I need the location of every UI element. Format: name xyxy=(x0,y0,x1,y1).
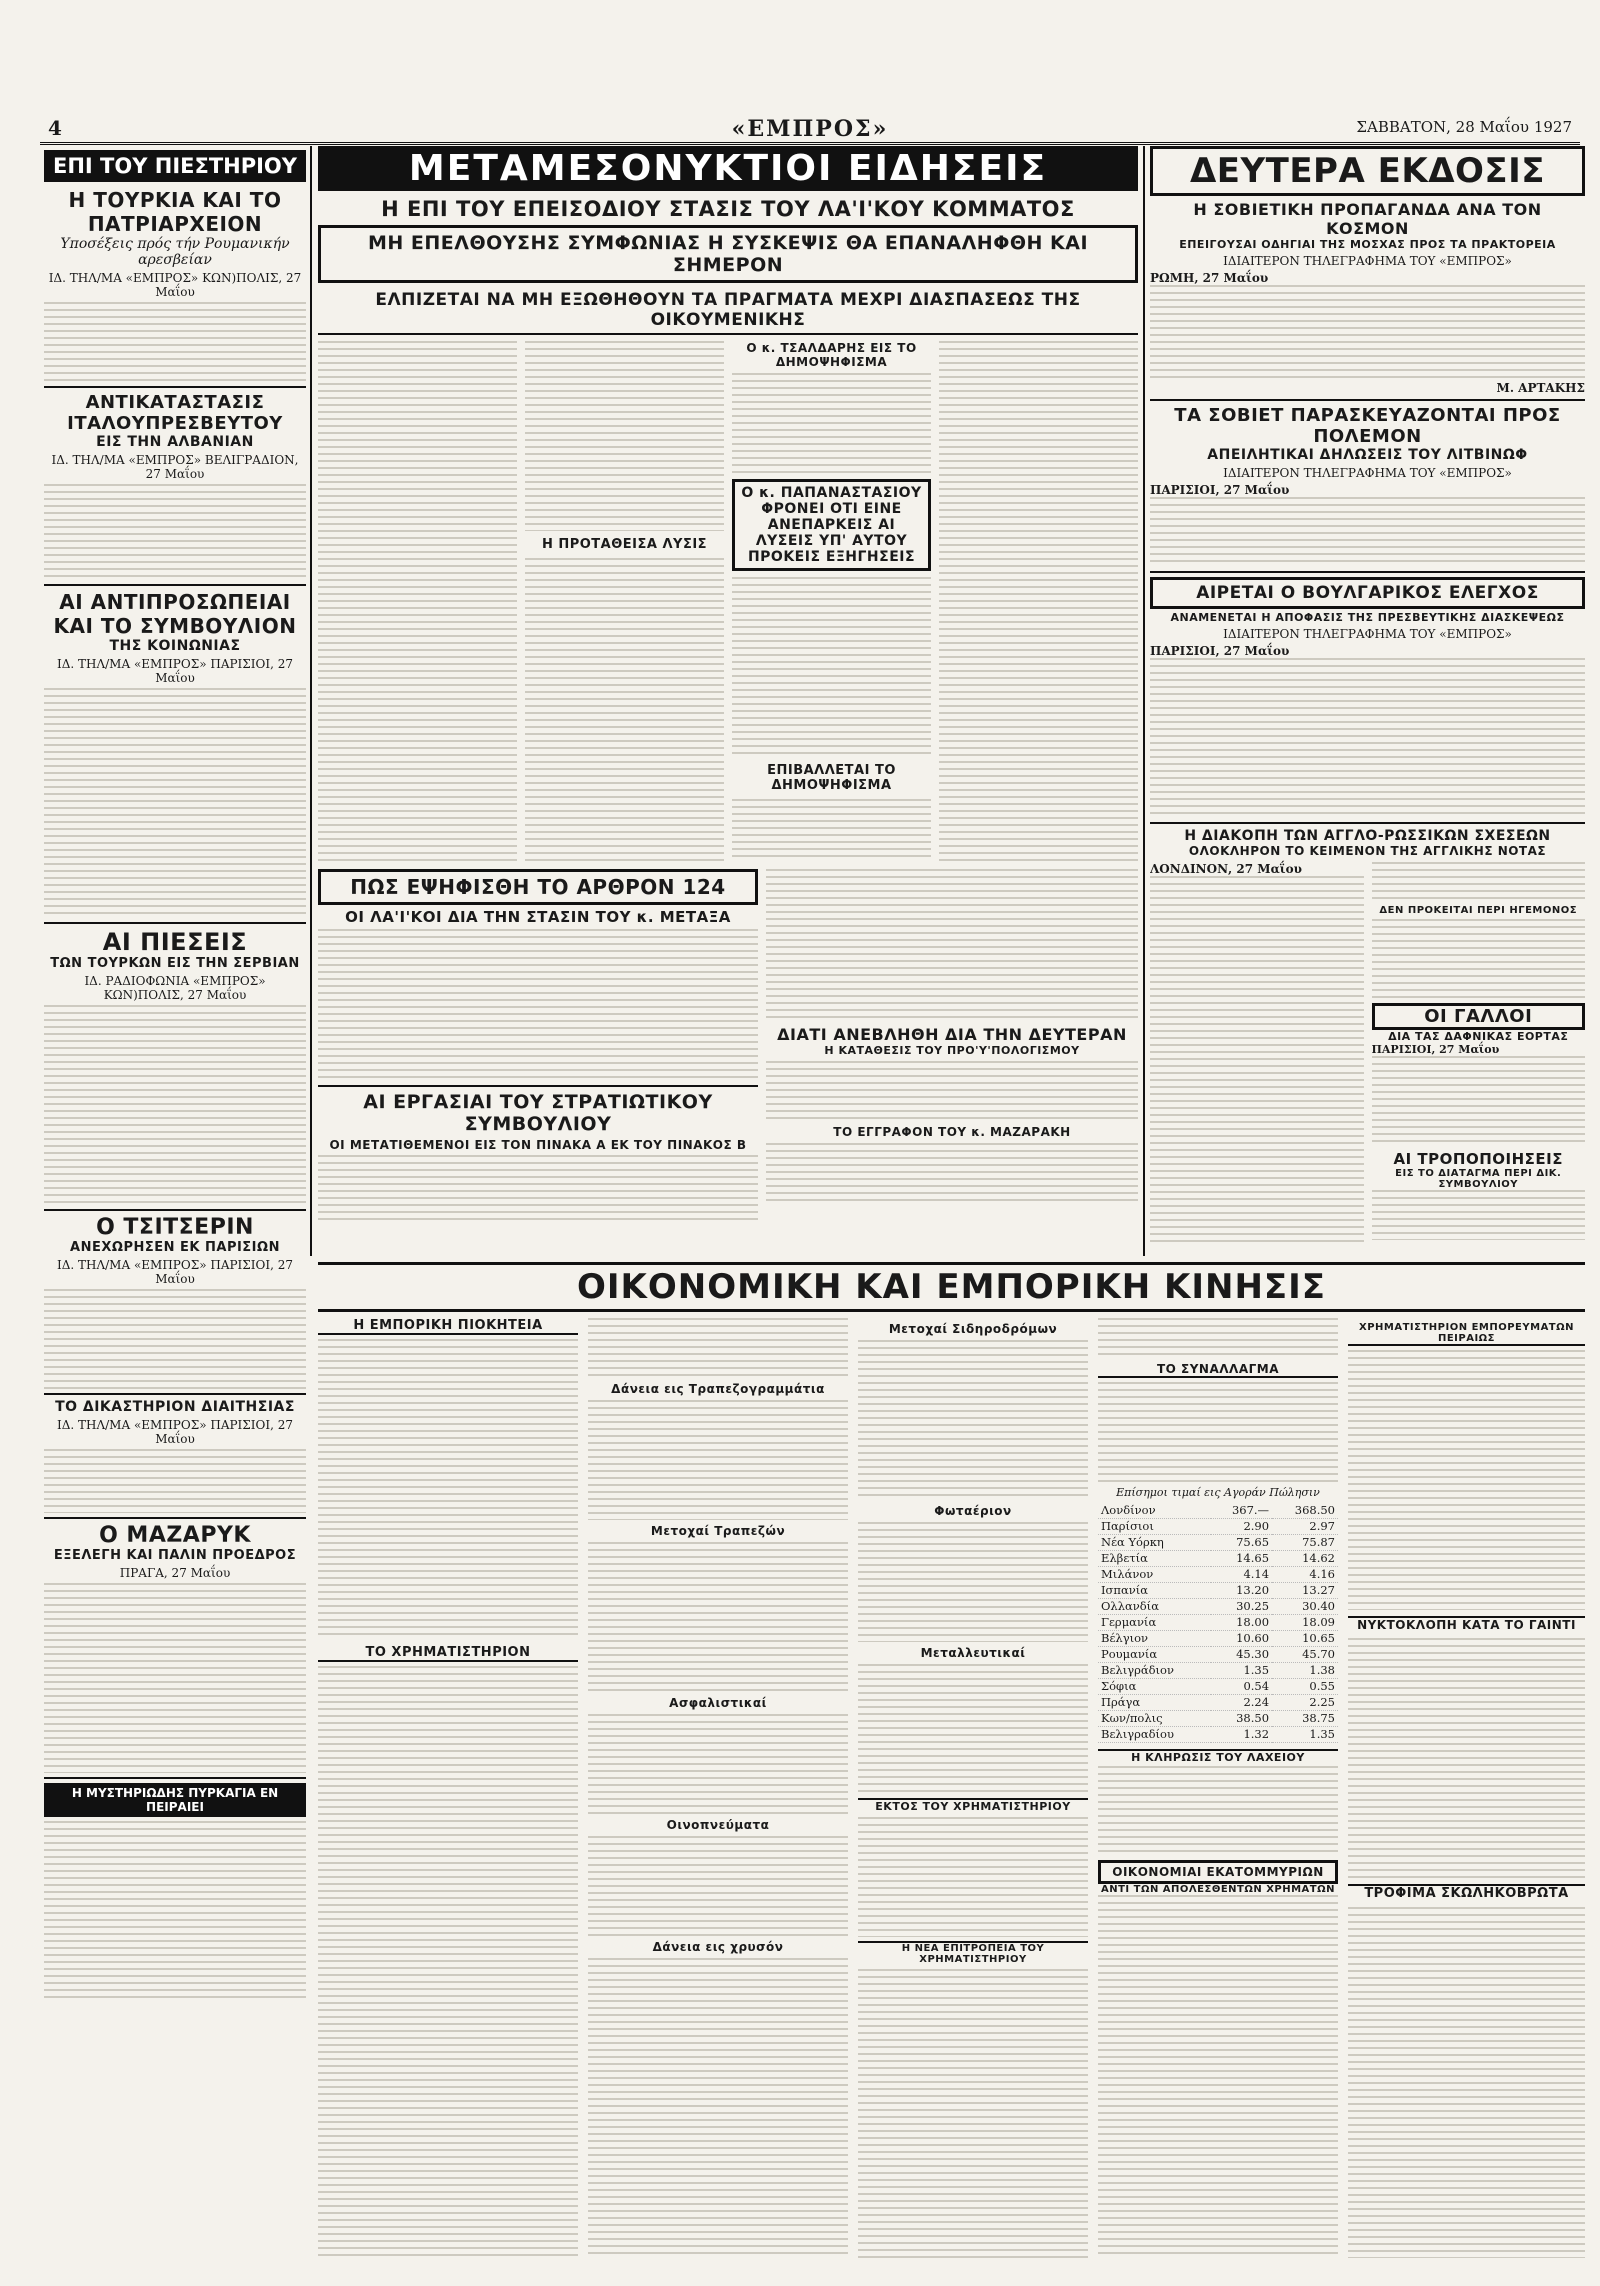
center-column xyxy=(318,146,1138,1256)
table-row xyxy=(1098,1567,1338,1583)
headline: ΠΩΣ ΕΨΗΦΙΣΘΗ ΤΟ ΑΡΘΡΟΝ 124 xyxy=(318,869,758,905)
rate-buy: 18.00 xyxy=(1211,1615,1272,1631)
two-col-text xyxy=(1150,862,1585,1246)
article-text xyxy=(939,341,1138,861)
place-date: ΡΩΜΗ, 27 Μαΐου xyxy=(1150,271,1269,285)
rate-city: Μιλάνον xyxy=(1098,1567,1211,1583)
lower-block xyxy=(318,869,1138,1225)
economy-banner: ΟΙΚΟΝΟΜΙΚΗ ΚΑΙ ΕΜΠΟΡΙΚΗ ΚΙΝΗΣΙΣ xyxy=(318,1262,1585,1312)
article-text xyxy=(858,1522,1088,1642)
rate-buy: 10.60 xyxy=(1211,1631,1272,1647)
rate-buy: 13.20 xyxy=(1211,1583,1272,1599)
article-text xyxy=(1150,285,1585,381)
subheadline: Η ΚΑΤΑΘΕΣΙΣ ΤΟΥ ΠΡΟ'Υ'ΠΟΛΟΓΙΣΜΟΥ xyxy=(824,1044,1080,1057)
author: Μ. ΑΡΤΑΚΗΣ xyxy=(1496,381,1585,395)
rate-sell: 2.25 xyxy=(1272,1695,1338,1711)
rate-sell: 2.97 xyxy=(1272,1519,1338,1535)
subheadline: ΑΝΤΙ ΤΩΝ ΑΠΟΛΕΣΘΕΝΤΩΝ ΧΡΗΜΑΤΩΝ xyxy=(1101,1884,1335,1895)
section-header: ΕΠΙ ΤΟΥ ΠΙΕΣΤΗΡΙΟΥ xyxy=(44,150,306,182)
subheadline: ΤΩΝ ΤΟΥΡΚΩΝ ΕΙΣ ΤΗΝ ΣΕΡΒΙΑΝ xyxy=(50,956,300,971)
subheadline: Η ΝΕΑ ΕΠΙΤΡΟΠΕΙΑ ΤΟΥ ΧΡΗΜΑΤΙΣΤΗΡΙΟΥ xyxy=(858,1941,1088,1965)
headline: ΔΙΑΤΙ ΑΝΕΒΛΗΘΗ ΔΙΑ ΤΗΝ ΔΕΥΤΕΡΑΝ xyxy=(777,1025,1127,1044)
rate-buy: 2.24 xyxy=(1211,1695,1272,1711)
rate-sell: 1.35 xyxy=(1272,1727,1338,1743)
economy-section xyxy=(318,1262,1585,2272)
table-row xyxy=(1098,1535,1338,1551)
subheadline: ΟΙΚΟΝΟΜΙΑΙ ΕΚΑΤΟΜΜΥΡΙΩΝ xyxy=(1098,1860,1338,1884)
table-row xyxy=(1098,1599,1338,1615)
place-date: ΠΑΡΙΣΙΟΙ, 27 Μαΐου xyxy=(1150,483,1290,497)
table-row xyxy=(1098,1695,1338,1711)
article-text xyxy=(318,929,758,1079)
article-text xyxy=(766,1143,1138,1203)
issue-date: ΣΑΒΒΑΤΟΝ, 28 Μαΐου 1927 xyxy=(1356,118,1572,136)
table-row xyxy=(1098,1615,1338,1631)
article-text xyxy=(44,688,306,918)
subheadline: ΟΛΟΚΛΗΡΟΝ ΤΟ ΚΕΙΜΕΝΟΝ ΤΗΣ ΑΓΓΛΙΚΗΣ ΝΟΤΑΣ xyxy=(1188,844,1547,858)
subheadline: Φωταέριον xyxy=(934,1504,1012,1518)
subheadline: Μεταλλευτικαί xyxy=(920,1646,1026,1660)
subheadline: ΕΚΤΟΣ ΤΟΥ ΧΡΗΜΑΤΙΣΤΗΡΙΟΥ xyxy=(858,1798,1088,1813)
divider xyxy=(1150,822,1585,824)
dateline: ΙΔ. ΤΗΛ/ΜΑ «ΕΜΠΡΟΣ» ΚΩΝ)ΠΟΛΙΣ, 27 Μαΐου xyxy=(48,271,302,299)
paper-name: «ΕΜΠΡΟΣ» xyxy=(731,116,889,142)
rate-buy: 75.65 xyxy=(1211,1535,1272,1551)
subheadline: Οινοπνεύματα xyxy=(666,1818,770,1832)
rate-sell: 45.70 xyxy=(1272,1647,1338,1663)
rate-city: Ρουμανία xyxy=(1098,1647,1211,1663)
article-columns xyxy=(318,341,1138,861)
headline: ΑΙ ΑΝΤΙΠΡΟΣΩΠΕΙΑΙ ΚΑΙ ΤΟ ΣΥΜΒΟΥΛΙΟΝ xyxy=(53,590,297,638)
page-number: 4 xyxy=(48,116,62,140)
article-text xyxy=(1098,1895,1338,2258)
main-headline-3: ΕΛΠΙΖΕΤΑΙ ΝΑ ΜΗ ΕΞΩΘΗΘΟΥΝ ΤΑ ΠΡΑΓΜΑΤΑ ΜΕΧΡΙ ΔΙΑΣΠΑΣΕΩΣ ΤΗΣ ΟΙΚΟΥΜΕΝΙΚΗΣ xyxy=(318,287,1138,335)
headline: ΤΟ ΔΙΚΑΣΤΗΡΙΟΝ ΔΙΑΙΤΗΣΙΑΣ xyxy=(55,1399,295,1415)
article-text xyxy=(44,302,306,382)
rate-sell: 4.16 xyxy=(1272,1567,1338,1583)
rate-buy: 4.14 xyxy=(1211,1567,1272,1583)
subheadline: Ασφαλιστικαί xyxy=(669,1696,767,1710)
dateline: ΙΔ. ΤΗΛ/ΜΑ «ΕΜΠΡΟΣ» ΠΑΡΙΣΙΟΙ, 27 Μαΐου xyxy=(56,1418,294,1446)
subheadline: ΤΡΟΦΙΜΑ ΣΚΩΛΗΚΟΒΡΩΤΑ xyxy=(1348,1884,1585,1901)
article-text xyxy=(588,1318,848,1378)
rate-buy: 30.25 xyxy=(1211,1599,1272,1615)
rate-sell: 14.62 xyxy=(1272,1551,1338,1567)
article-text xyxy=(858,1340,1088,1500)
headline: Ο ΤΣΙΤΣΕΡΙΝ xyxy=(96,1215,254,1240)
rate-city: Πράγα xyxy=(1098,1695,1211,1711)
subheadline: ΧΡΗΜΑΤΙΣΤΗΡΙΟΝ ΕΜΠΟΡΕΥΜΑΤΩΝ ΠΕΙΡΑΙΩΣ xyxy=(1348,1322,1585,1346)
headline: Η ΔΙΑΚΟΠΗ ΤΩΝ ΑΓΓΛΟ-ΡΩΣΣΙΚΩΝ ΣΧΕΣΕΩΝ xyxy=(1184,828,1551,844)
article-text xyxy=(588,1400,848,1520)
divider xyxy=(44,1393,306,1395)
article-text xyxy=(44,484,306,580)
rate-city: Βελιγραδίου xyxy=(1098,1727,1211,1743)
table-row xyxy=(1098,1503,1338,1519)
article-text xyxy=(318,341,517,861)
article-text xyxy=(44,1005,306,1205)
dateline: ΙΔ. ΤΗΛ/ΜΑ «ΕΜΠΡΟΣ» ΒΕΛΙΓΡΑΔΙΟΝ, 27 Μαΐου xyxy=(51,453,299,481)
article-text xyxy=(1372,1190,1586,1240)
place-date: ΠΑΡΙΣΙΟΙ, 27 Μαΐου xyxy=(1150,644,1290,658)
rate-buy: 1.32 xyxy=(1211,1727,1272,1743)
article-text xyxy=(588,1714,848,1814)
subheadline: ΑΠΕΙΛΗΤΙΚΑΙ ΔΗΛΩΣΕΙΣ ΤΟΥ ΛΙΤΒΙΝΩΦ xyxy=(1207,447,1528,463)
divider xyxy=(44,1517,306,1519)
article-text xyxy=(732,373,931,473)
table-row xyxy=(1098,1663,1338,1679)
rate-buy: 45.30 xyxy=(1211,1647,1272,1663)
subheadline: Υποσέξεις πρός τήν Ρουμανικήν αρεσβείαν xyxy=(60,236,290,268)
headline: ΑΙ ΤΡΟΠΟΠΟΙΗΣΕΙΣ xyxy=(1393,1150,1563,1168)
article-text xyxy=(588,1958,848,2258)
subheadline: Ο κ. ΠΑΠΑΝΑΣΤΑΣΙΟΥ ΦΡΟΝΕΙ ΟΤΙ ΕΙΝΕ ΑΝΕΠΑΡΚΕΙΣ ΑΙ ΛΥΣΕΙΣ ΥΠ' ΑΥΤΟΥ ΠΡΟΚΕΙΣ ΕΞΗΓΗΣΕΙΣ xyxy=(732,479,931,571)
article-text xyxy=(1098,1766,1338,1856)
divider xyxy=(44,922,306,924)
article-text xyxy=(858,1817,1088,1937)
place-date: ΛΟΝΔΙΝΟΝ, 27 Μαΐου xyxy=(1150,862,1302,876)
rate-sell: 18.09 xyxy=(1272,1615,1338,1631)
headline: ΑΝΤΙΚΑΤΑΣΤΑΣΙΣ ΙΤΑΛΟΥΠΡΕΣΒΕΥΤΟΥ xyxy=(67,392,283,434)
divider xyxy=(1150,399,1585,401)
article-text xyxy=(44,1821,306,2001)
dateline: ΙΔ. ΤΗΛ/ΜΑ «ΕΜΠΡΟΣ» ΠΑΡΙΣΙΟΙ, 27 Μαΐου xyxy=(56,1258,294,1286)
article-text xyxy=(318,1155,758,1225)
left-column xyxy=(44,150,306,2270)
divider xyxy=(44,386,306,388)
article-text xyxy=(44,1583,306,1773)
rate-city: Βελιγράδιον xyxy=(1098,1663,1211,1679)
article-text xyxy=(318,1666,578,2258)
subheadline: ΟΙ ΜΕΤΑΤΙΘΕΜΕΝΟΙ ΕΙΣ ΤΟΝ ΠΙΝΑΚΑ Α ΕΚ ΤΟΥ ΠΙΝΑΚΟΣ Β xyxy=(329,1138,747,1152)
rate-sell: 13.27 xyxy=(1272,1583,1338,1599)
article-text xyxy=(858,1969,1088,2258)
subheadline: ΟΙ ΛΑ'Ι'ΚΟΙ ΔΙΑ ΤΗΝ ΣΤΑΣΙΝ ΤΟΥ κ. ΜΕΤΑΞΑ xyxy=(345,908,731,926)
article-text xyxy=(766,869,1138,1019)
masthead xyxy=(40,116,1580,145)
subheadline: ΕΙΣ ΤΗΝ ΑΛΒΑΝΙΑΝ xyxy=(96,434,254,450)
main-headline: Η ΕΠΙ ΤΟΥ ΕΠΕΙΣΟΔΙΟΥ ΣΤΑΣΙΣ ΤΟΥ ΛΑ'Ι'ΚΟΥ ΚΟΜΜΑΤΟΣ xyxy=(381,197,1075,221)
subheadline: Μετοχαί Τραπεζών xyxy=(650,1524,786,1538)
rate-city: Παρίσιοι xyxy=(1098,1519,1211,1535)
rate-city: Ελβετία xyxy=(1098,1551,1211,1567)
rate-sell: 1.38 xyxy=(1272,1663,1338,1679)
article-text xyxy=(858,1664,1088,1794)
subheadline: Η ΚΛΗΡΩΣΙΣ ΤΟΥ ΛΑΧΕΙΟΥ xyxy=(1098,1749,1338,1764)
article-text xyxy=(588,1836,848,1936)
article-text xyxy=(732,799,931,861)
article-text xyxy=(318,1339,578,1639)
rates-title: Επίσημοι τιμαί εις Αγοράν Πώλησιν xyxy=(1116,1486,1320,1499)
rate-city: Κων/πολις xyxy=(1098,1711,1211,1727)
column-rule xyxy=(1143,146,1145,1256)
article-text xyxy=(1098,1382,1338,1482)
subheadline: Δάνεια εις χρυσόν xyxy=(652,1940,784,1954)
article-text xyxy=(525,558,724,861)
rate-buy: 14.65 xyxy=(1211,1551,1272,1567)
divider xyxy=(44,1777,306,1779)
exchange-rates-table xyxy=(1098,1503,1338,1743)
dateline: ΙΔΙΑΙΤΕΡΟΝ ΤΗΛΕΓΡΑΦΗΜΑ ΤΟΥ «ΕΜΠΡΟΣ» xyxy=(1223,466,1512,480)
subheadline: ΤΟ ΧΡΗΜΑΤΙΣΤΗΡΙΟΝ xyxy=(318,1645,578,1662)
headline: Η ΣΟΒΙΕΤΙΚΗ ΠΡΟΠΑΓΑΝΔΑ ΑΝΑ ΤΟΝ ΚΟΣΜΟΝ xyxy=(1193,200,1542,238)
article-text xyxy=(1372,919,1586,999)
headline: Η ΤΟΥΡΚΙΑ ΚΑΙ ΤΟ ΠΑΤΡΙΑΡΧΕΙΟΝ xyxy=(68,188,282,236)
rate-sell: 368.50 xyxy=(1272,1503,1338,1519)
section-banner: ΜΕΤΑΜΕΣΟΝΥΚΤΙΟΙ ΕΙΔΗΣΕΙΣ xyxy=(318,146,1138,191)
table-row xyxy=(1098,1519,1338,1535)
rate-sell: 75.87 xyxy=(1272,1535,1338,1551)
article-text xyxy=(732,577,931,757)
table-row xyxy=(1098,1551,1338,1567)
table-row xyxy=(1098,1679,1338,1695)
article-text xyxy=(1150,658,1585,818)
article-text xyxy=(766,1061,1138,1121)
dateline: ΙΔΙΑΙΤΕΡΟΝ ΤΗΛΕΓΡΑΦΗΜΑ ΤΟΥ «ΕΜΠΡΟΣ» xyxy=(1223,254,1512,268)
subheadline: Μετοχαί Σιδηροδρόμων xyxy=(888,1322,1058,1336)
article-text xyxy=(1348,1907,1585,2258)
rate-buy: 0.54 xyxy=(1211,1679,1272,1695)
main-headline-2: ΜΗ ΕΠΕΛΘΟΥΣΗΣ ΣΥΜΦΩΝΙΑΣ Η ΣΥΣΚΕΨΙΣ ΘΑ ΕΠΑΝΑΛΗΦΘΗ ΚΑΙ ΣΗΜΕΡΟΝ xyxy=(318,225,1138,283)
headline: Η ΜΥΣΤΗΡΙΩΔΗΣ ΠΥΡΚΑΓΙΑ ΕΝ ΠΕΙΡΑΙΕΙ xyxy=(44,1783,306,1817)
subheadline: Η ΠΡΟΤΑΘΕΙΣΑ ΛΥΣΙΣ xyxy=(541,537,708,552)
rate-city: Ισπανία xyxy=(1098,1583,1211,1599)
section-banner: ΔΕΥΤΕΡΑ ΕΚΔΟΣΙΣ xyxy=(1150,146,1585,196)
right-column xyxy=(1150,146,1585,1256)
rate-city: Βέλγιον xyxy=(1098,1631,1211,1647)
rate-city: Ολλανδία xyxy=(1098,1599,1211,1615)
article-text xyxy=(1372,1056,1586,1146)
rate-sell: 38.75 xyxy=(1272,1711,1338,1727)
article-text xyxy=(44,1449,306,1513)
article-text xyxy=(588,1542,848,1692)
headline: Ο ΜΑΖΑΡΥΚ xyxy=(99,1523,251,1548)
divider xyxy=(44,1209,306,1211)
divider xyxy=(1150,571,1585,573)
table-row xyxy=(1098,1583,1338,1599)
rate-city: Σόφια xyxy=(1098,1679,1211,1695)
place-date: ΠΑΡΙΣΙΟΙ, 27 Μαΐου xyxy=(1371,1043,1500,1056)
subheadline: ΕΠΕΙΓΟΥΣΑΙ ΟΔΗΓΙΑΙ ΤΗΣ ΜΟΣΧΑΣ ΠΡΟΣ ΤΑ ΠΡΑΚΤΟΡΕΙΑ xyxy=(1179,238,1556,251)
subheadline: ΑΝΑΜΕΝΕΤΑΙ Η ΑΠΟΦΑΣΙΣ ΤΗΣ ΠΡΕΣΒΕΥΤΙΚΗΣ ΔΙΑΣΚΕΨΕΩΣ xyxy=(1170,611,1565,624)
subheadline: Δάνεια εις Τραπεζογραμμάτια xyxy=(611,1382,825,1396)
subheadline: ΑΝΕΧΩΡΗΣΕΝ ΕΚ ΠΑΡΙΣΙΩΝ xyxy=(70,1240,280,1255)
rate-sell: 0.55 xyxy=(1272,1679,1338,1695)
rate-city: Γερμανία xyxy=(1098,1615,1211,1631)
column-rule xyxy=(310,146,312,1256)
subheadline: ΤΟ ΕΓΓΡΑΦΟΝ ΤΟΥ κ. ΜΑΖΑΡΑΚΗ xyxy=(833,1125,1071,1139)
headline: ΟΙ ΓΑΛΛΟΙ xyxy=(1372,1003,1586,1030)
dateline: ΙΔΙΑΙΤΕΡΟΝ ΤΗΛΕΓΡΑΦΗΜΑ ΤΟΥ «ΕΜΠΡΟΣ» xyxy=(1223,627,1512,641)
rate-city: Νέα Υόρκη xyxy=(1098,1535,1211,1551)
subheadline: ΤΟ ΣΥΝΑΛΛΑΓΜΑ xyxy=(1098,1362,1338,1378)
table-row xyxy=(1098,1631,1338,1647)
table-row xyxy=(1098,1711,1338,1727)
subheadline: ΕΙΣ ΤΟ ΔΙΑΤΑΓΜΑ ΠΕΡΙ ΔΙΚ. ΣΥΜΒΟΥΛΙΟΥ xyxy=(1395,1168,1562,1190)
article-text xyxy=(525,341,724,531)
rate-sell: 10.65 xyxy=(1272,1631,1338,1647)
article-text xyxy=(44,1289,306,1389)
article-text xyxy=(1372,862,1586,902)
article-text xyxy=(1150,497,1585,567)
subheadline: Η ΕΜΠΟΡΙΚΗ ΠΙΟΚΗΤΕΙΑ xyxy=(318,1318,578,1335)
article-text xyxy=(1098,1318,1338,1358)
dateline: ΙΔ. ΡΑΔΙΟΦΩΝΙΑ «ΕΜΠΡΟΣ» ΚΩΝ)ΠΟΛΙΣ, 27 Μαΐου xyxy=(84,974,266,1002)
table-row xyxy=(1098,1727,1338,1743)
table-row xyxy=(1098,1647,1338,1663)
rate-buy: 1.35 xyxy=(1211,1663,1272,1679)
subheadline: ΔΕΝ ΠΡΟΚΕΙΤΑΙ ΠΕΡΙ ΗΓΕΜΟΝΟΣ xyxy=(1379,905,1578,916)
rate-buy: 2.90 xyxy=(1211,1519,1272,1535)
article-text xyxy=(1150,876,1364,1246)
article-text xyxy=(1348,1638,1585,1878)
rate-buy: 367.— xyxy=(1211,1503,1272,1519)
divider xyxy=(44,584,306,586)
subheadline: ΕΞΕΛΕΓΗ ΚΑΙ ΠΑΛΙΝ ΠΡΟΕΔΡΟΣ xyxy=(53,1548,297,1563)
headline: ΑΙ ΠΙΕΣΕΙΣ xyxy=(102,928,248,956)
rate-city: Λονδίνον xyxy=(1098,1503,1211,1519)
subheadline: ΔΙΑ ΤΑΣ ΔΑΦΝΙΚΑΣ ΕΟΡΤΑΣ xyxy=(1388,1030,1569,1043)
rate-sell: 30.40 xyxy=(1272,1599,1338,1615)
rate-buy: 38.50 xyxy=(1211,1711,1272,1727)
subheadline: Ο κ. ΤΣΑΛΔΑΡΗΣ ΕΙΣ ΤΟ ΔΗΜΟΨΗΦΙΣΜΑ xyxy=(746,341,917,369)
subheadline: ΤΗΣ ΚΟΙΝΩΝΙΑΣ xyxy=(109,638,241,654)
subheadline: ΕΠΙΒΑΛΛΕΤΑΙ ΤΟ ΔΗΜΟΨΗΦΙΣΜΑ xyxy=(767,763,896,793)
dateline: ΙΔ. ΤΗΛ/ΜΑ «ΕΜΠΡΟΣ» ΠΑΡΙΣΙΟΙ, 27 Μαΐου xyxy=(56,657,294,685)
headline: ΤΑ ΣΟΒΙΕΤ ΠΑΡΑΣΚΕΥΑΖΟΝΤΑΙ ΠΡΟΣ ΠΟΛΕΜΟΝ xyxy=(1174,405,1561,447)
subheadline: ΝΥΚΤΟΚΛΟΠΗ ΚΑΤΑ ΤΟ ΓΑΙΝΤΙ xyxy=(1348,1616,1585,1632)
article-text xyxy=(1348,1350,1585,1610)
headline: ΑΙ ΕΡΓΑΣΙΑΙ ΤΟΥ ΣΤΡΑΤΙΩΤΙΚΟΥ ΣΥΜΒΟΥΛΙΟΥ xyxy=(318,1085,758,1135)
dateline: ΠΡΑΓΑ, 27 Μαΐου xyxy=(119,1566,231,1580)
economy-columns xyxy=(318,1318,1585,2258)
headline: ΑΙΡΕΤΑΙ Ο ΒΟΥΛΓΑΡΙΚΟΣ ΕΛΕΓΧΟΣ xyxy=(1150,577,1585,609)
